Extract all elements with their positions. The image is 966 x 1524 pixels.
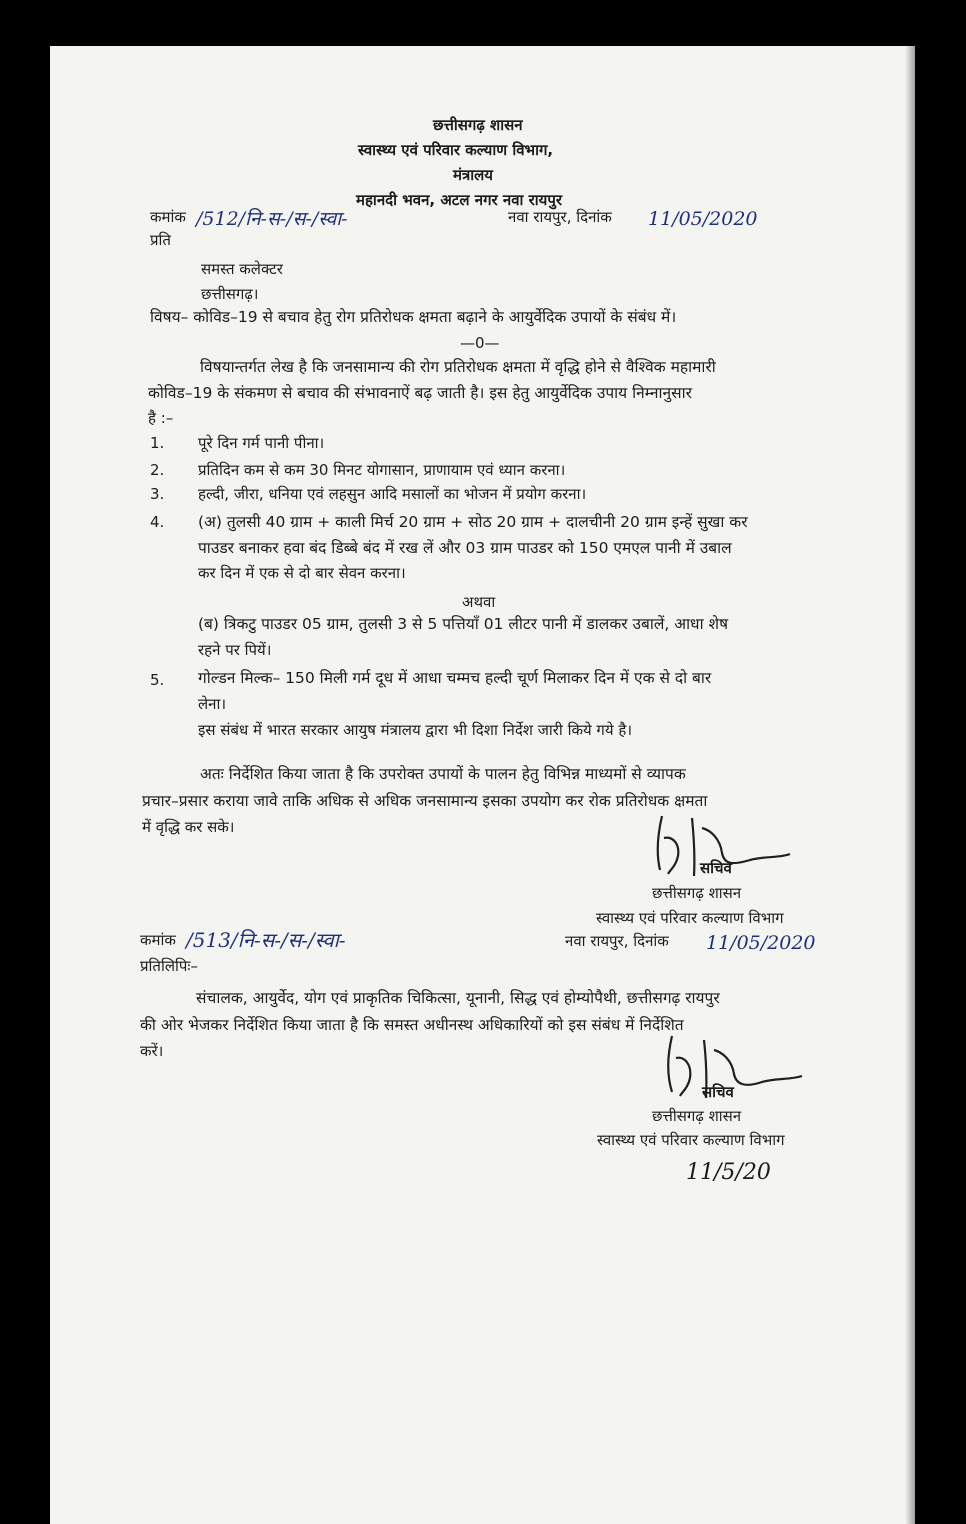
ref1-label: कमांक xyxy=(150,208,186,226)
signature-2-handwritten-date: 11/5/20 xyxy=(686,1160,771,1185)
item-5-line-1: गोल्डन मिल्क– 150 मिली गर्म दूध में आधा चम्मच हल्दी चूर्ण मिलाकर दिन में एक से दो बार xyxy=(198,669,712,687)
ref1-date: 11/05/2020 xyxy=(648,208,758,230)
item-2-text: प्रतिदिन कम से कम 30 मिनट योगासान, प्राणायाम एवं ध्यान करना। xyxy=(198,461,566,479)
item-4-or: अथवा xyxy=(462,593,496,611)
item-3-number: 3. xyxy=(150,485,165,503)
copy-line-3: करें। xyxy=(140,1042,164,1060)
ayush-note: इस संबंध में भारत सरकार आयुष मंत्रालय द्वारा भी दिशा निर्देश जारी किये गये है। xyxy=(198,721,633,739)
item-4b-line-1: (ब) त्रिकटु पाउडर 05 ग्राम, तुलसी 3 से 5 पत्तियाँ 01 लीटर पानी में डालकर उबालें, आधा शेष xyxy=(198,615,729,633)
signature-2-org-1: छत्तीसगढ़ शासन xyxy=(652,1107,742,1125)
copy-label: प्रतिलिपिः– xyxy=(140,957,198,975)
header-line-4: महानदी भवन, अटल नगर नवा रायपुर xyxy=(356,191,563,209)
item-5-line-2: लेना। xyxy=(198,695,227,713)
item-4-number: 4. xyxy=(150,513,165,531)
recipient-line-2: छत्तीसगढ़। xyxy=(201,285,259,303)
intro-line-2: कोविड–19 के संकमण से बचाव की संभावनाऐं बढ़ जाती है। इस हेतु आयुर्वेदिक उपाय निम्नानुसार xyxy=(148,384,692,402)
subject-line: विषय– कोविड–19 से बचाव हेतु रोग प्रतिरोधक क्षमता बढ़ाने के आयुर्वेदिक उपायों के संबंध में। xyxy=(150,308,677,326)
signature-1-title: सचिव xyxy=(700,859,732,877)
intro-line-1: विषयान्तर्गत लेख है कि जनसामान्य की रोग प्रतिरोधक क्षमता में वृद्धि होने से वैश्विक महामारी xyxy=(200,358,716,376)
item-4a-line-3: कर दिन में एक से दो बार सेवन करना। xyxy=(198,564,406,582)
item-1-number: 1. xyxy=(150,434,165,452)
ref2-place-date-label: नवा रायपुर, दिनांक xyxy=(565,932,669,950)
copy-line-2: की ओर भेजकर निर्देशित किया जाता है कि समस्त अधीनस्थ अधिकारियों को इस संबंध में निर्देशित xyxy=(140,1016,684,1034)
header-line-2: स्वास्थ्य एवं परिवार कल्याण विभाग, xyxy=(358,141,554,159)
item-2-number: 2. xyxy=(150,461,165,479)
prati-label: प्रति xyxy=(150,231,171,249)
item-4a-line-2: पाउडर बनाकर हवा बंद डिब्बे बंद में रख लें और 03 ग्राम पाउडर को 150 एमएल पानी में उबाल xyxy=(198,539,732,557)
item-4a-line-1: (अ) तुलसी 40 ग्राम + काली मिर्च 20 ग्राम + सोठ 20 ग्राम + दालचीनी 20 ग्राम इन्हें सुखा कर xyxy=(198,513,748,531)
ref1-number: /512/नि-स-/स-/स्वा- xyxy=(196,208,348,230)
signature-2-org-2: स्वास्थ्य एवं परिवार कल्याण विभाग xyxy=(597,1131,785,1149)
signature-1-org-2: स्वास्थ्य एवं परिवार कल्याण विभाग xyxy=(596,909,784,927)
item-1-text: पूरे दिन गर्म पानी पीना। xyxy=(198,434,325,452)
item-5-number: 5. xyxy=(150,671,165,689)
directive-line-1: अतः निर्देशित किया जाता है कि उपरोक्त उपायों के पालन हेतु विभिन्न माध्यमों से व्यापक xyxy=(200,765,686,783)
signature-2-title: सचिव xyxy=(702,1083,734,1101)
item-4b-line-2: रहने पर पियें। xyxy=(198,641,272,659)
intro-line-3: है :– xyxy=(148,409,174,427)
directive-line-2: प्रचार–प्रसार कराया जावे ताकि अधिक से अधिक जनसामान्य इसका उपयोग कर रोक प्रतिरोधक क्षमता xyxy=(142,792,708,810)
directive-line-3: में वृद्धि कर सके। xyxy=(142,818,235,836)
ref2-number: /513/नि-स-/स-/स्वा- xyxy=(186,928,346,952)
copy-line-1: संचालक, आयुर्वेद, योग एवं प्राकृतिक चिकित्सा, यूनानी, सिद्ध एवं होम्योपैथी, छत्तीसगढ़ रायपुर xyxy=(196,989,720,1007)
header-line-1: छत्तीसगढ़ शासन xyxy=(433,116,523,134)
ref2-label: कमांक xyxy=(140,931,176,949)
signature-1-org-1: छत्तीसगढ़ शासन xyxy=(652,884,742,902)
document-edge xyxy=(50,46,915,1524)
recipient-line-1: समस्त कलेक्टर xyxy=(201,260,283,278)
item-3-text: हल्दी, जीरा, धनिया एवं लहसुन आदि मसालों का भोजन में प्रयोग करना। xyxy=(198,485,587,503)
separator: —0— xyxy=(460,334,500,352)
header-line-3: मंत्रालय xyxy=(453,166,494,184)
ref2-date: 11/05/2020 xyxy=(706,932,816,954)
ref1-place-date-label: नवा रायपुर, दिनांक xyxy=(508,208,612,226)
